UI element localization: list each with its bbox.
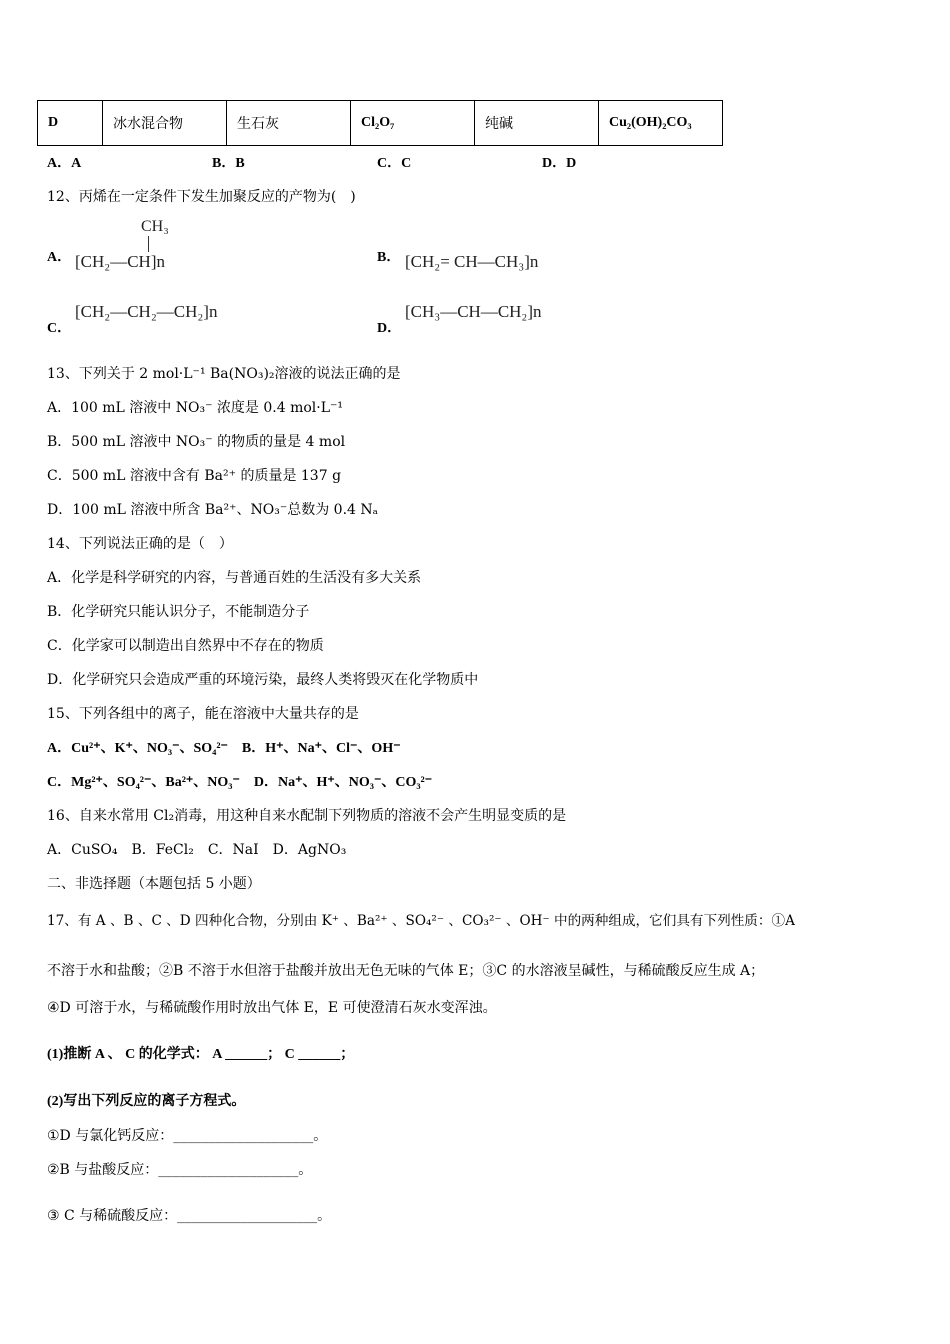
q11-option-b: B．B — [212, 156, 245, 171]
q12-label-a: A． — [47, 250, 72, 265]
q17-part-1: (1)推断 A 、 C 的化学式： A ______； C ______； — [47, 1047, 355, 1062]
q17-equation-1: ①D 与氯化钙反应：____________________。 — [47, 1128, 328, 1144]
option-table — [37, 100, 723, 146]
q14-option-d: D．化学研究只会造成严重的环境污染，最终人类将毁灭在化学物质中 — [47, 672, 479, 688]
table-row — [38, 101, 723, 146]
formula-b: [CH₂= CH—CH₃]n — [405, 252, 539, 271]
q17-line-1: 17、有 A 、B 、C 、D 四种化合物，分别由 K⁺ 、Ba²⁺ 、SO₄²⁻ 、CO₃²⁻ 、OH⁻ 中的两种组成，它们具有下列性质：①A — [47, 913, 795, 929]
q12-stem: 12、丙烯在一定条件下发生加聚反应的产物为( ) — [47, 189, 356, 205]
q13-option-c: C．500 mL 溶液中含有 Ba²⁺ 的质量是 137 g — [47, 468, 342, 484]
q13-stem: 13、下列关于 2 mol·L⁻¹ Ba(NO₃)₂溶液的说法正确的是 — [47, 366, 401, 382]
q11-option-a: A．A — [47, 156, 82, 171]
formula-a: [CH₂—CH]n — [75, 252, 165, 271]
q16-stem: 16、自来水常用 Cl₂消毒，用这种自来水配制下列物质的溶液不会产生明显变质的是 — [47, 808, 567, 824]
table-cell: 冰水混合物 — [103, 101, 227, 146]
q14-stem: 14、下列说法正确的是（ ） — [47, 536, 233, 552]
q14-option-c: C．化学家可以制造出自然界中不存在的物质 — [47, 638, 324, 654]
q12-label-d: D． — [377, 321, 402, 336]
section-heading: 二、非选择题（本题包括 5 小题） — [47, 876, 261, 892]
q11-option-c: C．C — [377, 156, 412, 171]
q17-line-3: ④D 可溶于水，与稀硫酸作用时放出气体 E，E 可使澄清石灰水变浑浊。 — [47, 1000, 497, 1016]
q17-equation-3: ③ C 与稀硫酸反应：____________________。 — [47, 1208, 332, 1224]
formula-a-methyl: CH₃ — [141, 218, 169, 235]
q17-part-2: (2)写出下列反应的离子方程式。 — [47, 1094, 246, 1109]
table-cell: Cu₂(OH)₂CO₃ — [599, 101, 723, 146]
table-cell: 生石灰 — [227, 101, 351, 146]
q16-options: A．CuSO₄ B．FeCl₂ C．NaI D．AgNO₃ — [47, 842, 347, 858]
formula-a-bond — [148, 236, 149, 252]
q15-options-ab: A．Cu²⁺、K⁺、NO₃⁻、SO₄²⁻ B．H⁺、Na⁺、Cl⁻、OH⁻ — [47, 741, 401, 756]
q11-option-d: D．D — [542, 156, 577, 171]
q17-line-2: 不溶于水和盐酸；②B 不溶于水但溶于盐酸并放出无色无味的气体 E；③C 的水溶液呈碱性，与稀硫酸反应生成 A； — [47, 963, 765, 979]
q13-option-b: B．500 mL 溶液中 NO₃⁻ 的物质的量是 4 mol — [47, 434, 346, 450]
q14-option-a: A．化学是科学研究的内容，与普通百姓的生活没有多大关系 — [47, 570, 422, 586]
formula-c: [CH₂—CH₂—CH₂]n — [75, 302, 218, 321]
q12-label-c: C． — [47, 321, 72, 336]
q12-label-b: B． — [377, 250, 401, 265]
q17-equation-2: ②B 与盐酸反应：____________________。 — [47, 1162, 313, 1178]
q15-options-cd: C．Mg²⁺、SO₄²⁻、Ba²⁺、NO₃⁻ D．Na⁺、H⁺、NO₃⁻、CO₃²⁻ — [47, 775, 433, 790]
q13-option-d: D．100 mL 溶液中所含 Ba²⁺、NO₃⁻总数为 0.4 Nₐ — [47, 502, 379, 518]
q15-stem: 15、下列各组中的离子，能在溶液中大量共存的是 — [47, 706, 359, 722]
q14-option-b: B．化学研究只能认识分子，不能制造分子 — [47, 604, 310, 620]
table-cell: Cl₂O₇ — [351, 101, 475, 146]
formula-d: [CH₃—CH—CH₂]n — [405, 302, 542, 321]
q13-option-a: A．100 mL 溶液中 NO₃⁻ 浓度是 0.4 mol·L⁻¹ — [47, 400, 344, 416]
table-cell: 纯碱 — [475, 101, 599, 146]
table-row-label: D — [38, 101, 103, 146]
